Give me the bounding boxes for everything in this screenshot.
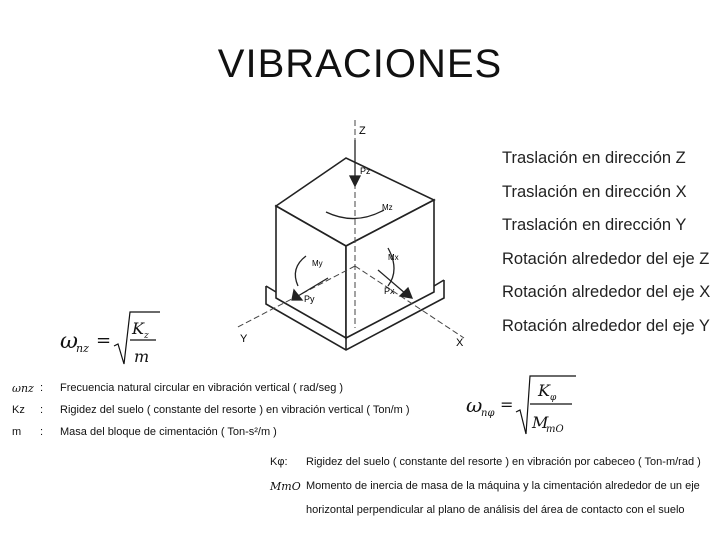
axis-z-label: Z: [359, 125, 366, 137]
formula2-num-sub: φ: [550, 393, 557, 403]
formula-vertical-frequency: [60, 306, 170, 375]
list-item: Traslación en dirección X: [502, 182, 687, 201]
px-label: Px: [384, 286, 395, 296]
py-label: Py: [304, 294, 315, 304]
formula1-num: K: [132, 319, 144, 338]
legend-symbol: Kφ:: [270, 456, 288, 468]
foundation-block-diagram: [228, 118, 478, 358]
legend-symbol: ωnz: [12, 382, 34, 395]
formula2-lhs-sub: nφ: [481, 408, 495, 419]
legend-text: Momento de inercia de masa de la máquina y la cimentación alrededor de un eje: [306, 480, 700, 492]
formula2-den: M: [532, 413, 549, 432]
list-item: Rotación alrededor del eje Z: [502, 249, 710, 268]
mx-label: Mx: [388, 253, 399, 262]
legend-text: horizontal perpendicular al plano de análisis del área de contacto con el suelo: [306, 504, 685, 516]
legend-symbol: Kz: [12, 404, 25, 416]
formula1-num-sub: z: [144, 331, 149, 341]
foundation-block-svg: [228, 118, 478, 353]
mz-label: Mz: [382, 203, 393, 212]
my-label: My: [312, 259, 323, 268]
list-item: Traslación en dirección Z: [502, 149, 686, 167]
legend-row: [12, 404, 410, 426]
legend-row: [12, 382, 392, 404]
svg-text:=: =: [500, 395, 514, 414]
legend-text: Rigidez del suelo ( constante del resorte ) en vibración vertical ( Ton/m ): [60, 404, 410, 416]
formula1-den: m: [134, 347, 150, 366]
legend-text: Frecuencia natural circular en vibración vertical ( rad/seg ): [60, 382, 344, 394]
legend-left: [12, 382, 410, 448]
legend-colon: :: [40, 426, 44, 438]
formula2-num: K: [538, 381, 550, 400]
legend-symbol: m: [12, 426, 22, 438]
vibration-modes-list: [502, 146, 710, 347]
formula-rocking-frequency: [466, 372, 586, 443]
axis-x-label: X: [456, 337, 464, 349]
legend-colon: :: [40, 382, 44, 394]
legend-row: [12, 426, 392, 448]
legend-text: Masa del bloque de cimentación ( Ton-s²/m ): [60, 426, 277, 438]
formula1-lhs: ω: [60, 329, 78, 354]
legend-symbol: MmO: [270, 480, 301, 493]
legend-text: Rigidez del suelo ( constante del resorte ) en vibración por cabeceo ( Ton-m/rad ): [306, 456, 701, 468]
axis-y-label: Y: [240, 333, 248, 345]
formula1-lhs-sub: nz: [76, 342, 89, 355]
list-item: Rotación alrededor del eje Y: [502, 316, 710, 335]
formula2-den-sub: mO: [546, 424, 564, 435]
pz-label: Pz: [360, 166, 371, 176]
list-item: Traslación en dirección Y: [502, 216, 687, 234]
formula2-lhs: ω: [466, 393, 483, 417]
legend-colon: :: [40, 404, 44, 416]
page-title: VIBRACIONES: [217, 42, 503, 86]
list-item: Rotación alrededor del eje X: [502, 283, 711, 301]
svg-text:=: =: [96, 330, 112, 351]
